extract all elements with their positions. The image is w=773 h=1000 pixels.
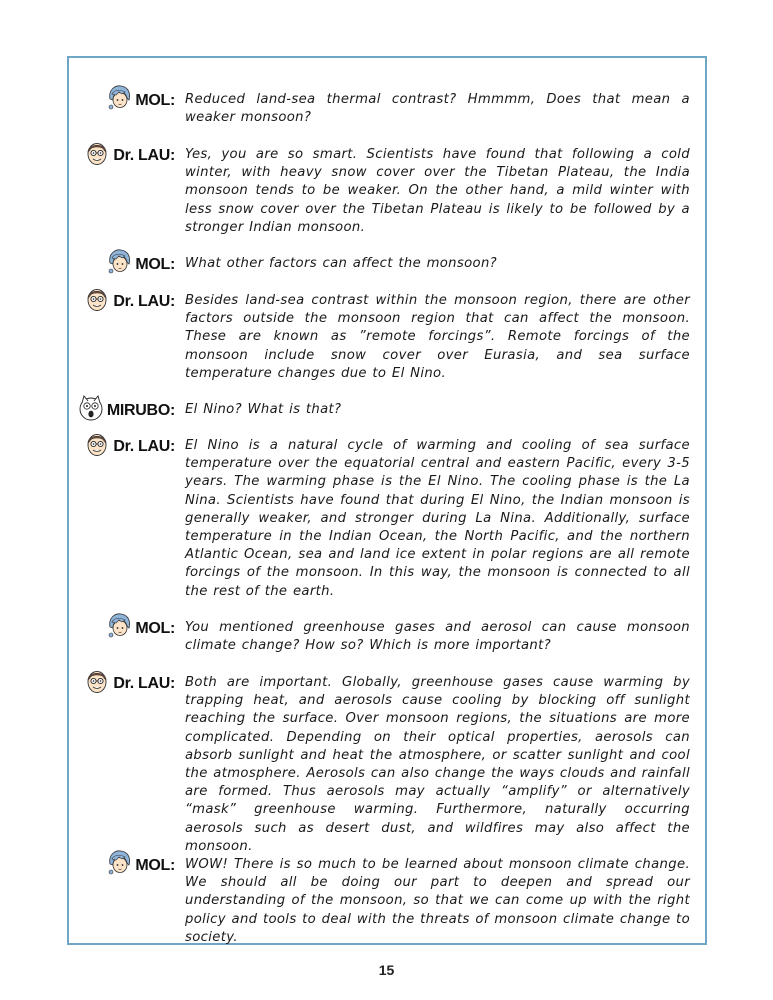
dialogue-text: WOW! There is so much to be learned about monsoon climate change. We should all be doing our part to deepen and spread our understanding of the monsoon, so that we can come up with the right policy and tools to deal with the threats of monsoon climate change to society. [185, 857, 690, 945]
dialogue-panel [67, 56, 707, 945]
dialogue-text: Yes, you are so smart. Scientists have found that following a cold winter, with heavy snow cover over the Tibetan Plateau, the India monsoon tends to be weaker. On the other hand, a mild winter with less snow cover over the Tibetan Plateau is likely to be followed by a stronger Indian monsoon. [185, 147, 690, 235]
dialogue-text: El Nino is a natural cycle of warming and cooling of sea surface temperature over the equatorial central and eastern Pacific, every 3-5 years. The warming phase is the El Nino. The cooling phase is the La Nina. Scientists have found that during El Nino, the Indian monsoon is generally weaker, and stronger during La Nina. Additionally, surface temperature in the Indian Ocean, the North Pacific, and the northern Atlantic Ocean, sea and land ice extent in polar regions are all remote forcings of the monsoon. In this way, the monsoon is connected to all the rest of the earth. [185, 438, 690, 599]
dialogue-text: You mentioned greenhouse gases and aerosol can cause monsoon climate change? How so? Which is more important? [185, 620, 690, 654]
mirubo-face-icon [78, 395, 104, 421]
dialogue-text: Reduced land-sea thermal contrast? Hmmmm, Does that mean a weaker monsoon? [185, 92, 690, 126]
speaker-label [84, 146, 175, 166]
dr-lau-face-icon [84, 431, 110, 457]
speaker-label [84, 292, 175, 312]
dialogue-text: El Nino? What is that? [185, 402, 342, 417]
speaker-name: MOL: [135, 92, 175, 109]
speaker-name: Dr. LAU: [113, 293, 175, 310]
speaker-name: MOL: [135, 857, 175, 874]
mol-face-icon [106, 85, 132, 111]
speaker-name: Dr. LAU: [113, 147, 175, 164]
speaker-name: Dr. LAU: [113, 675, 175, 692]
speaker-name: Dr. LAU: [113, 438, 175, 455]
dr-lau-face-icon [84, 668, 110, 694]
mol-face-icon [106, 613, 132, 639]
dr-lau-face-icon [84, 140, 110, 166]
dr-lau-face-icon [84, 286, 110, 312]
mol-face-icon [106, 850, 132, 876]
speaker-label [78, 401, 175, 421]
speaker-label [84, 437, 175, 457]
dialogue-text: Both are important. Globally, greenhouse gases cause warming by trapping heat, and aerosols cause cooling by blocking off sunlight reaching the surface. Over monsoon regions, the situations are more complicated. Depending on their optical properties, aerosols can absorb sunlight and heat the atmosphere, or scatter sunlight and cool the atmosphere. Aerosols can also change the ways clouds and rainfall are formed. Thus aerosols may actually “amplify” or alternatively “mask” greenhouse warming. Furthermore, naturally occurring aerosols such as desert dust, and wildfires may also affect the monsoon. [185, 675, 690, 854]
speaker-name: MOL: [135, 620, 175, 637]
speaker-label [106, 91, 175, 111]
dialogue-text: What other factors can affect the monsoon? [185, 256, 498, 271]
speaker-label [106, 255, 175, 275]
page-number: 15 [378, 962, 395, 978]
speaker-label [106, 619, 175, 639]
mol-face-icon [106, 249, 132, 275]
speaker-name: MOL: [135, 256, 175, 273]
speaker-label [106, 856, 175, 876]
speaker-name: MIRUBO: [106, 402, 175, 419]
speaker-label [84, 674, 175, 694]
dialogue-text: Besides land-sea contrast within the monsoon region, there are other factors outside the monsoon region that can affect the monsoon. These are known as ”remote forcings”. Remote forcings of the monsoon include snow cover over Eurasia, and sea surface temperature changes due to El Nino. [185, 293, 690, 381]
